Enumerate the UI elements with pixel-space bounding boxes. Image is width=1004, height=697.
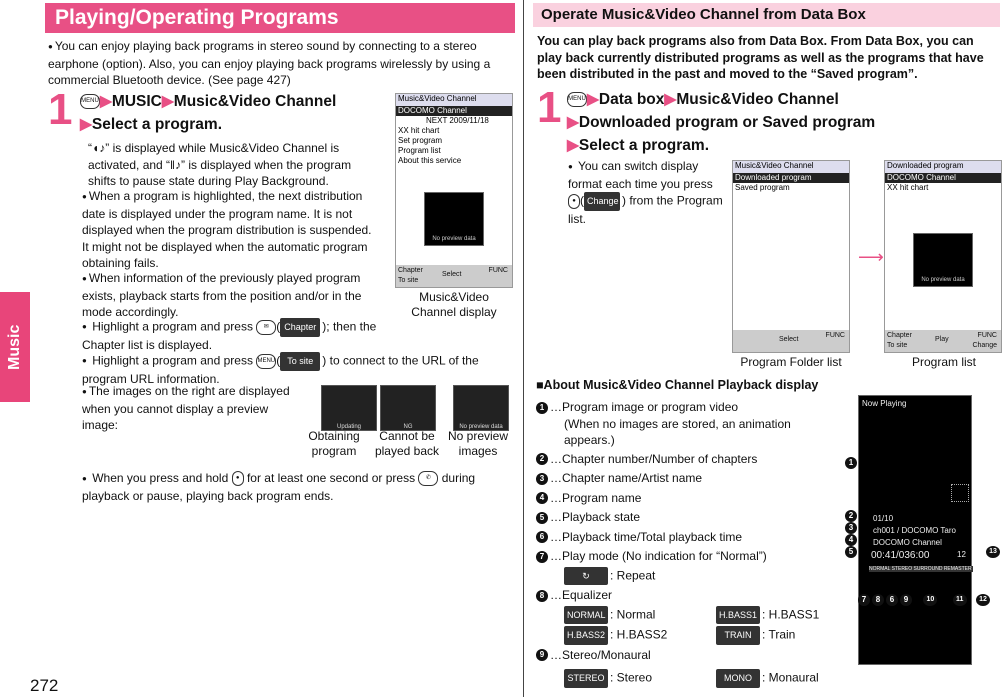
program-list-screen [884,160,1002,353]
right-intro: You can play back programs also from Data Box. From Data Box, you can play back currently distributed programs as well as the programs that have been distributed in the past and moved to the “Saved program”. [537,34,984,81]
chapter-softkey: Chapter [280,318,320,337]
menu-key-icon: MENU [80,94,100,109]
np-modes: NORMAL STEREO SURROUND REMASTER [869,566,972,572]
mail-key-icon: ✉ [256,320,276,335]
np-title: Now Playing [862,399,907,408]
step-channel: Music&Video Channel [173,93,337,110]
bullet-end: ● When you press and hold ● for at least one second or press ✆ during playback or pause, playing back program ends. [82,470,482,504]
list-item: Program list [396,146,512,156]
program-folder-screen [732,160,850,353]
bullet-resume: ● When information of the previously played program exists, playback starts from the position and/or in the mode accordingly. [82,270,378,321]
callout-2: 2 [845,508,859,522]
change-softkey: Change [584,192,620,211]
caption-cannot-play: Cannot be played back [374,429,440,458]
step-select: Select a program. [91,116,222,133]
softkey-bar: Chapter To site Select FUNC [396,265,512,287]
no-preview-image: No preview data [453,385,509,431]
np-chapter: 01/10 [873,514,894,523]
bullet-switch: ● You can switch display format each time you press ● ( Change ) from the Program list. [568,158,723,227]
np-artist: ch001 / DOCOMO Taro [873,526,956,535]
softkey-bar: Select FUNC [733,330,849,352]
column-divider [523,0,524,697]
caption-no-preview: No preview images [447,429,509,458]
screen-header: Music&Video Channel [396,94,512,106]
list-item: XX hit chart [885,183,1001,193]
callout-13: 13 [986,544,1002,558]
program-image [951,484,969,502]
screen-caption: Music&Video Channel display [411,290,497,319]
np-program: DOCOMO Channel [873,538,942,547]
section-heading: Playing/Operating Programs [45,3,515,33]
step-instruction-right: MENU▶Data box▶Music&Video Channel ▶Downloaded program or Saved program ▶Select a program. [567,91,876,154]
repeat-icon: ↻ [564,567,608,586]
to-site-softkey: To site [280,352,320,371]
about-heading: ■About Music&Video Channel Playback display [536,378,819,392]
menu-key-icon: MENU [256,354,276,369]
end-key-icon: ✆ [418,471,438,486]
ng-image: NG [380,385,436,431]
bullet-site: ● Highlight a program and press MENU( To site ) to connect to the URL of the program URL information. [82,352,502,387]
list-item: About this service [396,156,512,166]
status-indicator-text: “◖♪” is displayed while Music&Video Channel is activated, and “‖♪” is displayed when the program shifts to pause state during Play Background. [88,141,352,188]
list-item: Saved program [733,183,849,193]
list-item: Downloaded program [733,173,849,183]
camera-key-icon: ● [232,471,244,486]
step-number: 1 [48,85,73,134]
np-count: 12 [957,550,966,559]
bottom-callouts: 7 8 6 9 10 11 12 [858,592,992,606]
step-music: MUSIC [111,93,162,110]
page-number: 272 [30,676,59,695]
bullet-chapter: ● Highlight a program and press ✉ ( Chapter ); then the Chapter list is displayed. [82,318,382,353]
section-tab: Music [0,292,30,402]
callout-5: 5 [845,544,859,558]
step-instruction: MENU▶MUSIC▶Music&Video Channel ▶Select a program. [80,93,337,133]
np-time: 00:41/036:00 [871,550,930,561]
screen-header: Music&Video Channel [733,161,849,173]
screen-header: Downloaded program [885,161,1001,173]
list-item: Set program [396,136,512,146]
folder-caption: Program Folder list [740,355,842,369]
intro-text: ● You can enjoy playing back programs in stereo sound by connecting to a stereo earphone (option). Also, you can enjoy playing back programs wirelessly by using a commercial Bluetooth device. (See page 427) [48,38,508,89]
callout-3: 3 [845,520,859,534]
list-item: DOCOMO Channel [885,173,1001,183]
arrow-icon: ⟶ [858,247,884,267]
bullet-next-date: ● When a program is highlighted, the next distribution date is displayed under the program name. It is not displayed when the program distribution is suspended. It might not be displayed when the automatic program obtaining fails. [82,188,378,272]
list-item: NEXT 2009/11/18 [396,116,512,126]
callout-4: 4 [845,532,859,546]
channel-screen [395,93,513,288]
now-playing-screen [858,395,972,665]
softkey-bar: Chapter To site Play FUNC Change [885,330,1001,352]
updating-image: Updating [321,385,377,431]
legend-list: 1 …Program image or program video (When no images are stored, an animation appears.) 2 …Chapter number/Number of chapters 3 …Chapter name/Artist name 4 …Program name 5 …Playback state 6 …Playback time/Total playback time 7 …Play mode (No indication for “Normal”) ↻ : Repeat 8 …Equalizer NORMAL : Normal H.BASS1 : H.BASS1 H.BASS2 : H.BASS2 TRAIN : Train 9 …Stereo/Monaural STEREO : Stereo MONO : Monaural [536,399,826,688]
section-heading-right: Operate Music&Video Channel from Data Box [533,3,1000,27]
no-preview-box: No preview data [913,233,973,287]
list-item: DOCOMO Channel [396,106,512,116]
bullet-images: ● The images on the right are displayed when you cannot display a preview image: [82,383,302,434]
camera-key-icon: ● [568,194,580,209]
caption-obtaining: Obtaining program [308,429,360,458]
list-caption: Program list [911,355,976,369]
list-item: XX hit chart [396,126,512,136]
menu-key-icon: MENU [567,92,587,107]
no-preview-box: No preview data [424,192,484,246]
step-number-right: 1 [537,83,562,132]
callout-1: 1 [845,455,859,469]
